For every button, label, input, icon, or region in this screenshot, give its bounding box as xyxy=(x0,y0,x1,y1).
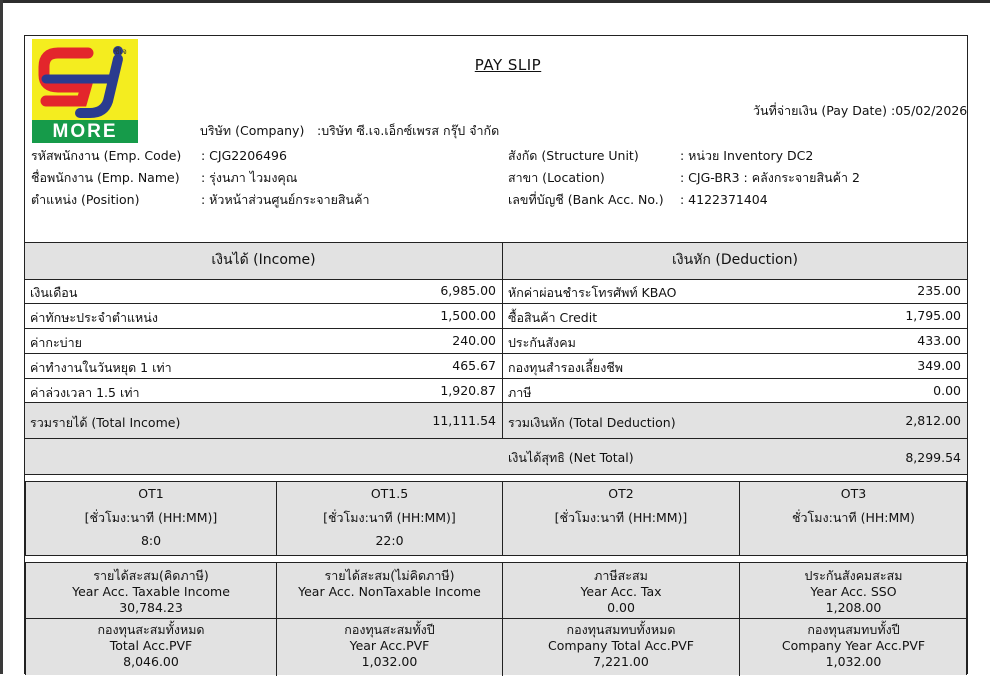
company-value: :บริษัท ซี.เจ.เอ็กซ์เพรส กรุ๊ป จำกัด xyxy=(317,123,500,138)
income-row-amount: 1,500.00 xyxy=(440,308,496,323)
company-logo xyxy=(32,39,138,143)
row-divider xyxy=(25,353,502,354)
emp-name-value: : รุ่งนภา ไวมงคุณ xyxy=(201,170,298,185)
income-row-label: ค่าทำงานในวันหยุด 1 เท่า xyxy=(30,360,172,375)
position-label: ตำแหน่ง (Position) xyxy=(31,192,140,207)
ot2-unit: [ชั่วโมง:นาที (HH:MM)] xyxy=(554,510,688,525)
row-divider xyxy=(25,328,502,329)
deduction-row-amount: 433.00 xyxy=(917,333,961,348)
ot15-unit: [ชั่วโมง:นาที (HH:MM)] xyxy=(323,510,456,525)
bank-acc-value: : 4122371404 xyxy=(680,192,768,207)
page-title: PAY SLIP xyxy=(474,56,542,74)
ytd-tax-en: Year Acc. Tax xyxy=(580,584,662,599)
structure-unit-label: สังกัด (Structure Unit) xyxy=(508,148,639,163)
logo-mini-text: ซีเจ xyxy=(114,47,127,56)
deduction-row-label: ภาษี xyxy=(508,385,532,400)
company-total-pvf-value: 7,221.00 xyxy=(593,654,649,669)
total-acc-pvf-en: Total Acc.PVF xyxy=(109,638,193,653)
bank-acc-label: เลขที่บัญชี (Bank Acc. No.) xyxy=(508,192,664,207)
company-year-pvf-th: กองทุนสมทบทั้งปี xyxy=(807,622,900,637)
ytd-sso-th: ประกันสังคมสะสม xyxy=(804,568,903,583)
deduction-row-amount: 349.00 xyxy=(917,358,961,373)
year-acc-pvf-value: 1,032.00 xyxy=(361,654,418,669)
total-deduction-amount: 2,812.00 xyxy=(905,413,961,428)
income-row-amount: 465.67 xyxy=(452,358,496,373)
divider xyxy=(25,474,967,475)
ytd-taxable-en: Year Acc. Taxable Income xyxy=(72,584,230,599)
row-divider xyxy=(25,378,502,379)
payslip-page xyxy=(24,35,968,674)
income-row-amount: 240.00 xyxy=(452,333,496,348)
structure-unit-value: : หน่วย Inventory DC2 xyxy=(680,148,814,163)
income-row-amount: 1,920.87 xyxy=(440,383,496,398)
income-header: เงินได้ (Income) xyxy=(211,252,316,268)
emp-name-label: ชื่อพนักงาน (Emp. Name) xyxy=(31,170,180,185)
ytd-taxable-th: รายได้สะสม(คิดภาษี) xyxy=(93,568,209,583)
ot3-unit: ชั่วโมง:นาที (HH:MM) xyxy=(792,510,915,525)
ot1-unit: [ชั่วโมง:นาที (HH:MM)] xyxy=(84,510,218,525)
income-row-label: ค่าล่วงเวลา 1.5 เท่า xyxy=(30,385,140,400)
location-label: สาขา (Location) xyxy=(508,170,605,185)
row-divider xyxy=(503,303,967,304)
ytd-taxable-value: 30,784.23 xyxy=(119,600,183,615)
ot15-value: 22:0 xyxy=(375,533,404,548)
deduction-row-label: กองทุนสำรองเลี้ยงชีพ xyxy=(508,360,624,375)
net-total-amount: 8,299.54 xyxy=(905,450,961,465)
net-total-bg xyxy=(25,439,967,474)
net-total-label: เงินได้สุทธิ (Net Total) xyxy=(508,450,634,465)
window-top-border xyxy=(0,0,990,3)
window-left-border xyxy=(0,0,3,674)
ot1-value: 8:0 xyxy=(140,533,162,548)
deduction-row-label: ซื้อสินค้า Credit xyxy=(508,310,598,325)
company-total-pvf-en: Company Total Acc.PVF xyxy=(548,638,694,653)
total-income-label: รวมรายได้ (Total Income) xyxy=(30,415,181,430)
logo-more-text: MORE xyxy=(32,120,138,143)
total-income-amount: 11,111.54 xyxy=(432,413,496,428)
location-value: : CJG-BR3 : คลังกระจายสินค้า 2 xyxy=(680,170,860,185)
ot15-title: OT1.5 xyxy=(370,486,409,501)
ot2-title: OT2 xyxy=(608,486,634,501)
income-row-label: ค่ากะบ่าย xyxy=(30,335,82,350)
company-year-pvf-en: Company Year Acc.PVF xyxy=(781,638,926,653)
ytd-nontaxable-th: รายได้สะสม(ไม่คิดภาษี) xyxy=(324,568,455,583)
total-acc-pvf-th: กองทุนสะสมทั้งหมด xyxy=(97,622,205,637)
deduction-row-amount: 0.00 xyxy=(933,383,961,398)
company-total-pvf-th: กองทุนสมทบทั้งหมด xyxy=(566,622,676,637)
year-acc-pvf-en: Year Acc.PVF xyxy=(349,638,430,653)
ot1-title: OT1 xyxy=(138,486,164,501)
total-deduction-label: รวมเงินหัก (Total Deduction) xyxy=(508,415,676,430)
row-divider xyxy=(25,303,502,304)
total-acc-pvf-value: 8,046.00 xyxy=(123,654,179,669)
ytd-sso-en: Year Acc. SSO xyxy=(810,584,897,599)
year-acc-pvf-th: กองทุนสะสมทั้งปี xyxy=(344,622,435,637)
emp-code-value: : CJG2206496 xyxy=(201,148,287,163)
deduction-row-amount: 235.00 xyxy=(917,283,961,298)
ot3-title: OT3 xyxy=(840,486,867,501)
income-row-label: เงินเดือน xyxy=(30,285,78,300)
deduction-row-label: หักค่าผ่อนชำระโทรศัพท์ KBAO xyxy=(508,285,677,300)
ytd-sso-value: 1,208.00 xyxy=(825,600,882,615)
emp-code-label: รหัสพนักงาน (Emp. Code) xyxy=(31,148,182,163)
ytd-nontaxable-en: Year Acc. NonTaxable Income xyxy=(298,584,481,599)
pay-date: วันที่จ่ายเงิน (Pay Date) :05/02/2026 xyxy=(753,103,968,118)
company-label: บริษัท (Company) xyxy=(200,123,305,138)
deduction-row-label: ประกันสังคม xyxy=(508,335,576,350)
deduction-header: เงินหัก (Deduction) xyxy=(672,252,798,268)
row-divider xyxy=(503,328,967,329)
income-row-label: ค่าทักษะประจำตำแหน่ง xyxy=(30,310,158,325)
ytd-box xyxy=(25,562,967,675)
ot-box xyxy=(25,481,967,556)
deduction-row-amount: 1,795.00 xyxy=(905,308,961,323)
income-row-amount: 6,985.00 xyxy=(440,283,496,298)
row-divider xyxy=(503,378,967,379)
ytd-tax-value: 0.00 xyxy=(607,600,635,615)
divider xyxy=(25,279,967,280)
company-year-pvf-value: 1,032.00 xyxy=(825,654,882,669)
ytd-tax-th: ภาษีสะสม xyxy=(594,568,648,583)
row-divider xyxy=(503,353,967,354)
position-value: : หัวหน้าส่วนศูนย์กระจายสินค้า xyxy=(201,192,370,207)
row-divider xyxy=(26,618,966,619)
